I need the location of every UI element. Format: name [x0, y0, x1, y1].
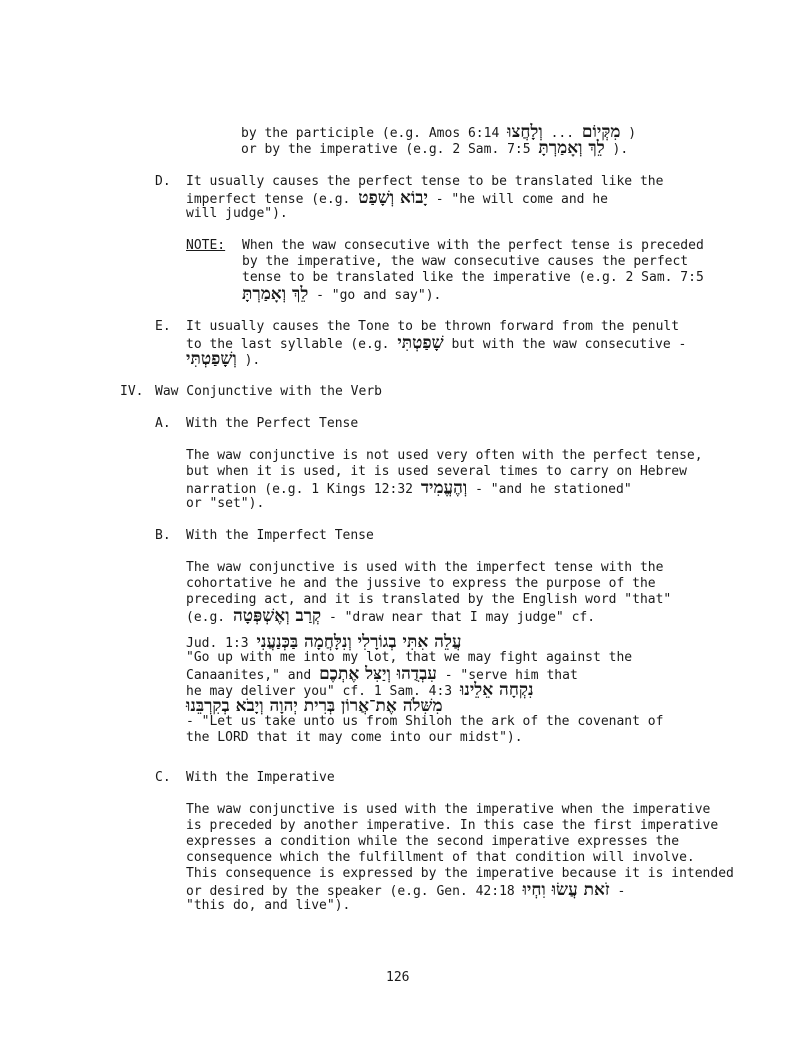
text-line: - "Let us take unto us from Shiloh the ark of the covenant of	[186, 714, 664, 729]
text-line	[186, 351, 686, 367]
subsection-label-b: B.	[155, 528, 171, 543]
text-line: The waw conjunctive is used with the imperfect tense with the	[186, 560, 664, 575]
text: - "and he stationed"	[475, 482, 632, 497]
text-line: It usually causes the Tone to be thrown forward from the penult	[186, 319, 680, 334]
hebrew-text: יָבוֹא וְשָׁפַט	[358, 188, 428, 208]
text-line: This consequence is expressed by the imperative because it is intended	[186, 866, 734, 881]
subsection-a-body	[186, 448, 703, 512]
text-line: is preceded by another imperative. In this case the first imperative	[186, 818, 719, 833]
text-line: by the imperative, the waw consecutive causes the perfect	[242, 254, 689, 269]
text-line: "Go up with me into my lot, that we may fight against the	[186, 650, 633, 665]
top-line-2	[241, 140, 636, 156]
subsection-label-a: A.	[155, 416, 171, 431]
text: - "go and say").	[316, 288, 442, 303]
section-d	[186, 174, 663, 222]
text-line	[186, 335, 686, 351]
subsection-label-c: C.	[155, 770, 171, 785]
text: )	[628, 126, 637, 141]
hebrew-text: וְהֶעֱמִיד	[420, 478, 468, 498]
hebrew-text: עִבְדֻהוּ וְיַצִּל אֶתְכֶם	[319, 664, 437, 684]
text-line: "this do, and live").	[186, 898, 351, 913]
text-line	[186, 190, 663, 206]
text-line	[186, 608, 671, 624]
text-line: expresses a condition while the second imperative expresses the	[186, 834, 680, 849]
section-iv-title: Waw Conjunctive with the Verb	[155, 384, 382, 399]
text: narration (e.g. 1 Kings 12:32	[186, 482, 413, 497]
text: ).	[612, 142, 629, 157]
hebrew-text: זֹאת עֲשׂוּ וִחְיוּ	[522, 880, 610, 900]
hebrew-text: שָׁפַטְתִּי	[397, 333, 444, 353]
page-number: 126	[386, 970, 410, 985]
note-block	[242, 238, 704, 302]
top-continuation	[241, 124, 636, 156]
text: Jud. 1:3	[186, 636, 249, 651]
note-label: NOTE:	[186, 238, 226, 253]
text-line: the LORD that it may come into our midst").	[186, 730, 523, 745]
hebrew-text: לֵךְ וְאָמַרְתָּ	[538, 138, 605, 158]
text: - "draw near that I may judge" cf.	[328, 610, 596, 625]
hebrew-text: נִקְחָה אֵלֵינוּ	[459, 680, 534, 700]
hebrew-text: קְרַב וְאֶשְׁפְּטָה	[232, 606, 322, 626]
text-line: will judge").	[186, 206, 288, 221]
text: or by the imperative (e.g. 2 Sam. 7:5	[241, 142, 531, 157]
text: - "he will come and he	[435, 192, 608, 207]
text-line: It usually causes the perfect tense to be translated like the	[186, 174, 664, 189]
text-line: The waw conjunctive is used with the imperative when the imperative	[186, 802, 711, 817]
subsection-a-title: With the Perfect Tense	[186, 416, 359, 431]
text-line: preceding act, and it is translated by the English word "that"	[186, 592, 672, 607]
text-line: consequence which the fulfillment of that condition will involve.	[186, 850, 695, 865]
text-line	[186, 634, 671, 650]
hebrew-text: מִקְּיוֹם	[581, 122, 621, 142]
text-line: The waw conjunctive is not used very often with the perfect tense,	[186, 448, 703, 463]
section-label-iv: IV.	[120, 384, 144, 399]
section-label-e: E.	[155, 319, 171, 334]
text: ...	[550, 126, 575, 141]
text: to the last syllable (e.g.	[186, 337, 390, 352]
text-line: but when it is used, it is used several times to carry on Hebrew	[186, 464, 687, 479]
section-label-d: D.	[155, 174, 171, 189]
text-line: When the waw consecutive with the perfect tense is preceded	[242, 238, 704, 253]
subsection-b-title: With the Imperfect Tense	[186, 528, 374, 543]
text-line: tense to be translated like the imperative (e.g. 2 Sam. 7:5	[242, 270, 704, 285]
text: - "serve him that	[444, 668, 578, 683]
section-e	[186, 319, 686, 367]
text-line: or "set").	[186, 496, 265, 511]
text: (e.g.	[186, 610, 226, 625]
subsection-b-body	[186, 560, 671, 746]
text: by the participle (e.g. Amos 6:14	[241, 126, 500, 141]
text-line	[186, 882, 734, 898]
text-line	[242, 286, 704, 302]
text: but with the waw consecutive -	[451, 337, 687, 352]
hebrew-text: לֵךְ וְאָמַרְתָּ	[242, 284, 309, 304]
text: ).	[244, 353, 261, 368]
hebrew-text: מִשִּׁלֹה אֶת־אֲרוֹן בְּרִית יְהוָה וְיָבֹא בְקִרְבֵּנוּ	[186, 696, 443, 716]
hebrew-text: וְשָׁפַטְתִּי	[186, 349, 237, 369]
subsection-c-body	[186, 802, 734, 914]
text-line: cohortative he and the jussive to express the purpose of the	[186, 576, 656, 591]
text: he may deliver you" cf. 1 Sam. 4:3	[186, 684, 453, 699]
text-line	[186, 698, 671, 714]
hebrew-text: עֲלֵה אִתִּי בְגוֹרָלִי וְנִלָּחֲמָה בַּכְּנַעֲנִי	[256, 632, 462, 652]
text-line	[186, 480, 703, 496]
hebrew-text: וְלָחֲצוּ	[507, 122, 543, 142]
text-line	[186, 666, 671, 682]
text: -	[617, 884, 626, 899]
text: Canaanites," and	[186, 668, 312, 683]
text: imperfect tense (e.g.	[186, 192, 351, 207]
subsection-c-title: With the Imperative	[186, 770, 335, 785]
text: or desired by the speaker (e.g. Gen. 42:18	[186, 884, 515, 899]
